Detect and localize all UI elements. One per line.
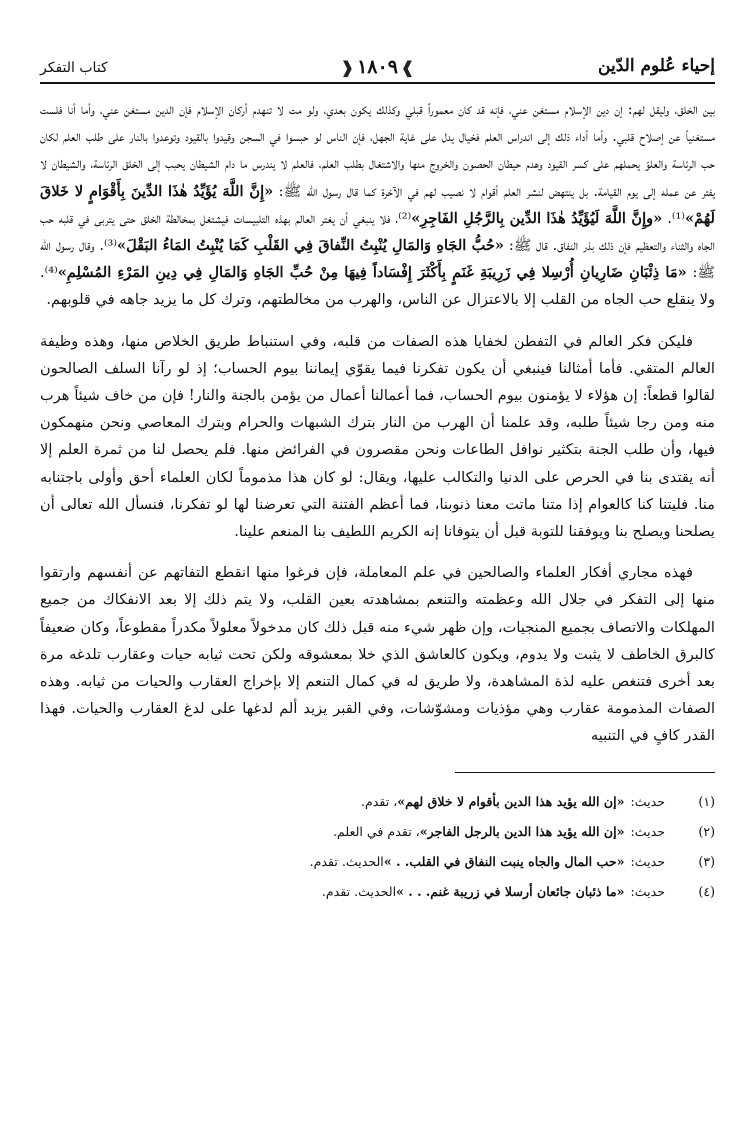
footnote-tail: الحديث. تقدم.: [321, 883, 397, 899]
footnote-number: (١): [698, 793, 715, 809]
footnote-quote: «إن الله يؤيد هذا الدين بأقوام لا خلاق لهم»: [397, 793, 625, 809]
text-run: فهذه مجاري أفكار العلماء والصالحين في علم المعاملة، فإن فرغوا منها انقطع التفاتهم عن أنفسهم وارتقوا منها إلى التفكر في جلال الله وعظمته والتنعم بمشاهدته بعين القلب، ولا يتم ذلك إلا بعد الانفكاك من جميع المهلكات والاتصاف بجميع المنجيات، وإن ظهر شيء منه قبل ذلك كان مدخولاً معلولاً مكدراً مقطوعاً، وكان ضعيفاً كالبرق الخاطف لا يثبت ولا يدوم، ويكون كالعاشق الذي خلا بمعشوقه ولكن تحت ثيابه حيات وعقارب تلدغه مرة بعد أخرى فتنغص عليه لذة المشاهدة، ولا طريق له في كمال التنعم إلا بإخراج العقارب والحيات من ثيابه. وهذه الصفات المذمومة عقارب وهي مؤذيات ومشوّشات، وفي القبر يزيد ألم لدغها على لدغ العقارب والحيات. فهذا القدر كافٍ في التنبيه: [40, 564, 715, 745]
footnote-lead: حديث:: [630, 793, 665, 809]
paragraph: [40, 559, 715, 749]
footnote-quote: «حب المال والجاه ينبت النفاق في القلب. . »: [383, 853, 625, 869]
footnote-number: (٢): [698, 823, 715, 839]
ornament-bracket-right: ❱: [400, 58, 415, 77]
main-text: [40, 96, 715, 750]
footnote: [40, 787, 715, 817]
text-run: بين الخلق، وليقل لهم: إن دين الإسلام مستغن عني، فإنه قد كان معموراً قبلي وكذلك يكون بعدي، ولو مت لا تنهدم أركان الإسلام فإن الدين مستغن عني، وأما أنا فلست مستغنياً عن إصلاح قلبي. وأما أداء ذلك إلى اندراس العلم فخيال يدل على غاية الجهل، فإن الناس لو حبسوا في السجن وقيدوا بالقيود وتوعدوا بالنار على طلب العلم لكان حب الرئاسة والعلوّ يحملهم على كسر القيود وهدم حيطان الحصون والخروج منها والاشتغال بطلب العلم، فالعلم لا يندرس ما دام الشيطان يحبب إلى الخلق الرئاسة، والشيطان لا يفتر عن عمله إلى يوم القيامة. بل ينتهض لنشر العلم أقوام لا نصيب لهم في الآخرة كما قال رسول الله ﷺ:: [40, 101, 715, 200]
hadith-quote: «وإِنَّ اللَّهَ لَيُؤَيِّدُ هٰذَا الدِّين بِالرَّجُلِ الفَاجِرِ»: [411, 209, 663, 227]
footnote: [40, 847, 715, 877]
book-page: [0, 22, 753, 1144]
footnote-lead: حديث:: [630, 853, 665, 869]
footnote-tail: ، تقدم.: [360, 793, 398, 809]
footnote-lead: حديث:: [630, 883, 665, 899]
footnote-quote: «إن الله يؤيد هذا الدين بالرجل الفاجر»: [419, 823, 625, 839]
paragraph: [40, 96, 715, 314]
footnote-separator: [455, 772, 715, 773]
hadith-quote: «مَا ذِئْبَانِ ضَارِيانِ أُرْسِلا فِي زَرِيبَةِ غَنَمٍ بِأَكْثَرَ إِفْسَاداً فِيهَا مِنْ حُبِّ الجَاهِ وَالمَالِ فِي دِينِ المَرْءِ المُسْلِمِ»: [57, 264, 687, 282]
book-title: إحياء عُلوم الدّين: [598, 56, 715, 76]
text-run: ⁽³⁾. وقال رسول الله ﷺ:: [40, 237, 716, 282]
footnote-separator-wrap: [40, 750, 715, 787]
page-number: [338, 56, 418, 78]
text-run: ⁽²⁾، فلا ينبغي أن يغتر العالم بهذه التلبيسات فيشتغل بمخالطة الخلق حتى يتربى في قلبه حب الجاه والثناء والتعظيم فإن ذلك بذر النفاق. قال ﷺ:: [40, 209, 715, 255]
footnote-number: (٣): [698, 853, 715, 869]
text-run: ⁽⁴⁾. ولا ينقلع حب الجاه من القلب إلا بالاعتزال عن الناس، والهرب من مخالطتهم، وترك كل ما يزيد جاهه في قلوبهم.: [40, 264, 715, 309]
footnote: [40, 817, 715, 847]
page-header: [40, 22, 715, 84]
chapter-title: كتاب التفكر: [40, 60, 108, 76]
ornament-bracket-left: ❰: [340, 58, 355, 77]
text-run: ⁽¹⁾.: [662, 209, 685, 227]
footnote-tail: ، تقدم في العلم.: [332, 823, 420, 839]
footnote-quote: «ما ذئبان جائعان أرسلا في زريبة غنم. . . »: [396, 883, 625, 899]
footnote: [40, 877, 715, 907]
text-run: فليكن فكر العالم في التفطن لخفايا هذه الصفات من قلبه، وفي استنباط طريق الخلاص منها، وهذه وظيفة العالم المتقي. فأما أمثالنا فينبغي أن يكون تفكرنا فيما يقوّي إيماننا بيوم الحساب؛ إذ لو رآنا السلف الصالحون لقالوا قطعاً: إن هؤلاء لا يؤمنون بيوم الحساب، فما أعمالنا أعمال من يؤمن بالجنة والنار! فإن من خاف شيئاً هرب منه ومن رجا شيئاً طلبه، وقد علمنا أن الهرب من النار بترك الشبهات والحرام وبترك المعاصي ونحن منهمكون فيها، وأن طلب الجنة بتكثير نوافل الطاعات ونحن مقصرون في الفرائض منها. فلم يحصل لنا من ثمرة العلم إلا أنه يقتدى بنا في الحرص على الدنيا والتكالب عليها، ويقال: لو كان هذا مذموماً لكان العلماء أحق وأولى باجتنابه منا. فليتنا كنا كالعوام إذا متنا ماتت معنا ذنوبنا، فما أعظم الفتنة التي تعرضنا لها لو تفكرنا، فنسأل الله تعالى أن يصلحنا ويصلح بنا ويوفقنا للتوبة قبل أن يتوفانا إنه الكريم اللطيف بنا المنعم علينا.: [40, 332, 715, 541]
footnote-number: (٤): [698, 883, 715, 899]
footnote-lead: حديث:: [630, 823, 665, 839]
hadith-quote: «حُبُّ الجَاهِ وَالمَالِ يُنْبِتُ النِّفاقَ فِي القَلْبِ كَمَا يُنْبِتُ المَاءُ البَقْلَ»: [117, 237, 505, 255]
hadith-quote: «إِنَّ اللَّهَ يُؤَيِّدُ هٰذَا الدِّينَ بِأَقْوَامٍ لا خَلاقَ لَهُمْ»: [40, 182, 715, 227]
paragraph: [40, 328, 715, 546]
page-number-value: ١٨٠٩: [357, 56, 398, 78]
footnote-tail: الحديث. تقدم.: [309, 853, 384, 869]
footnotes: [40, 787, 715, 907]
